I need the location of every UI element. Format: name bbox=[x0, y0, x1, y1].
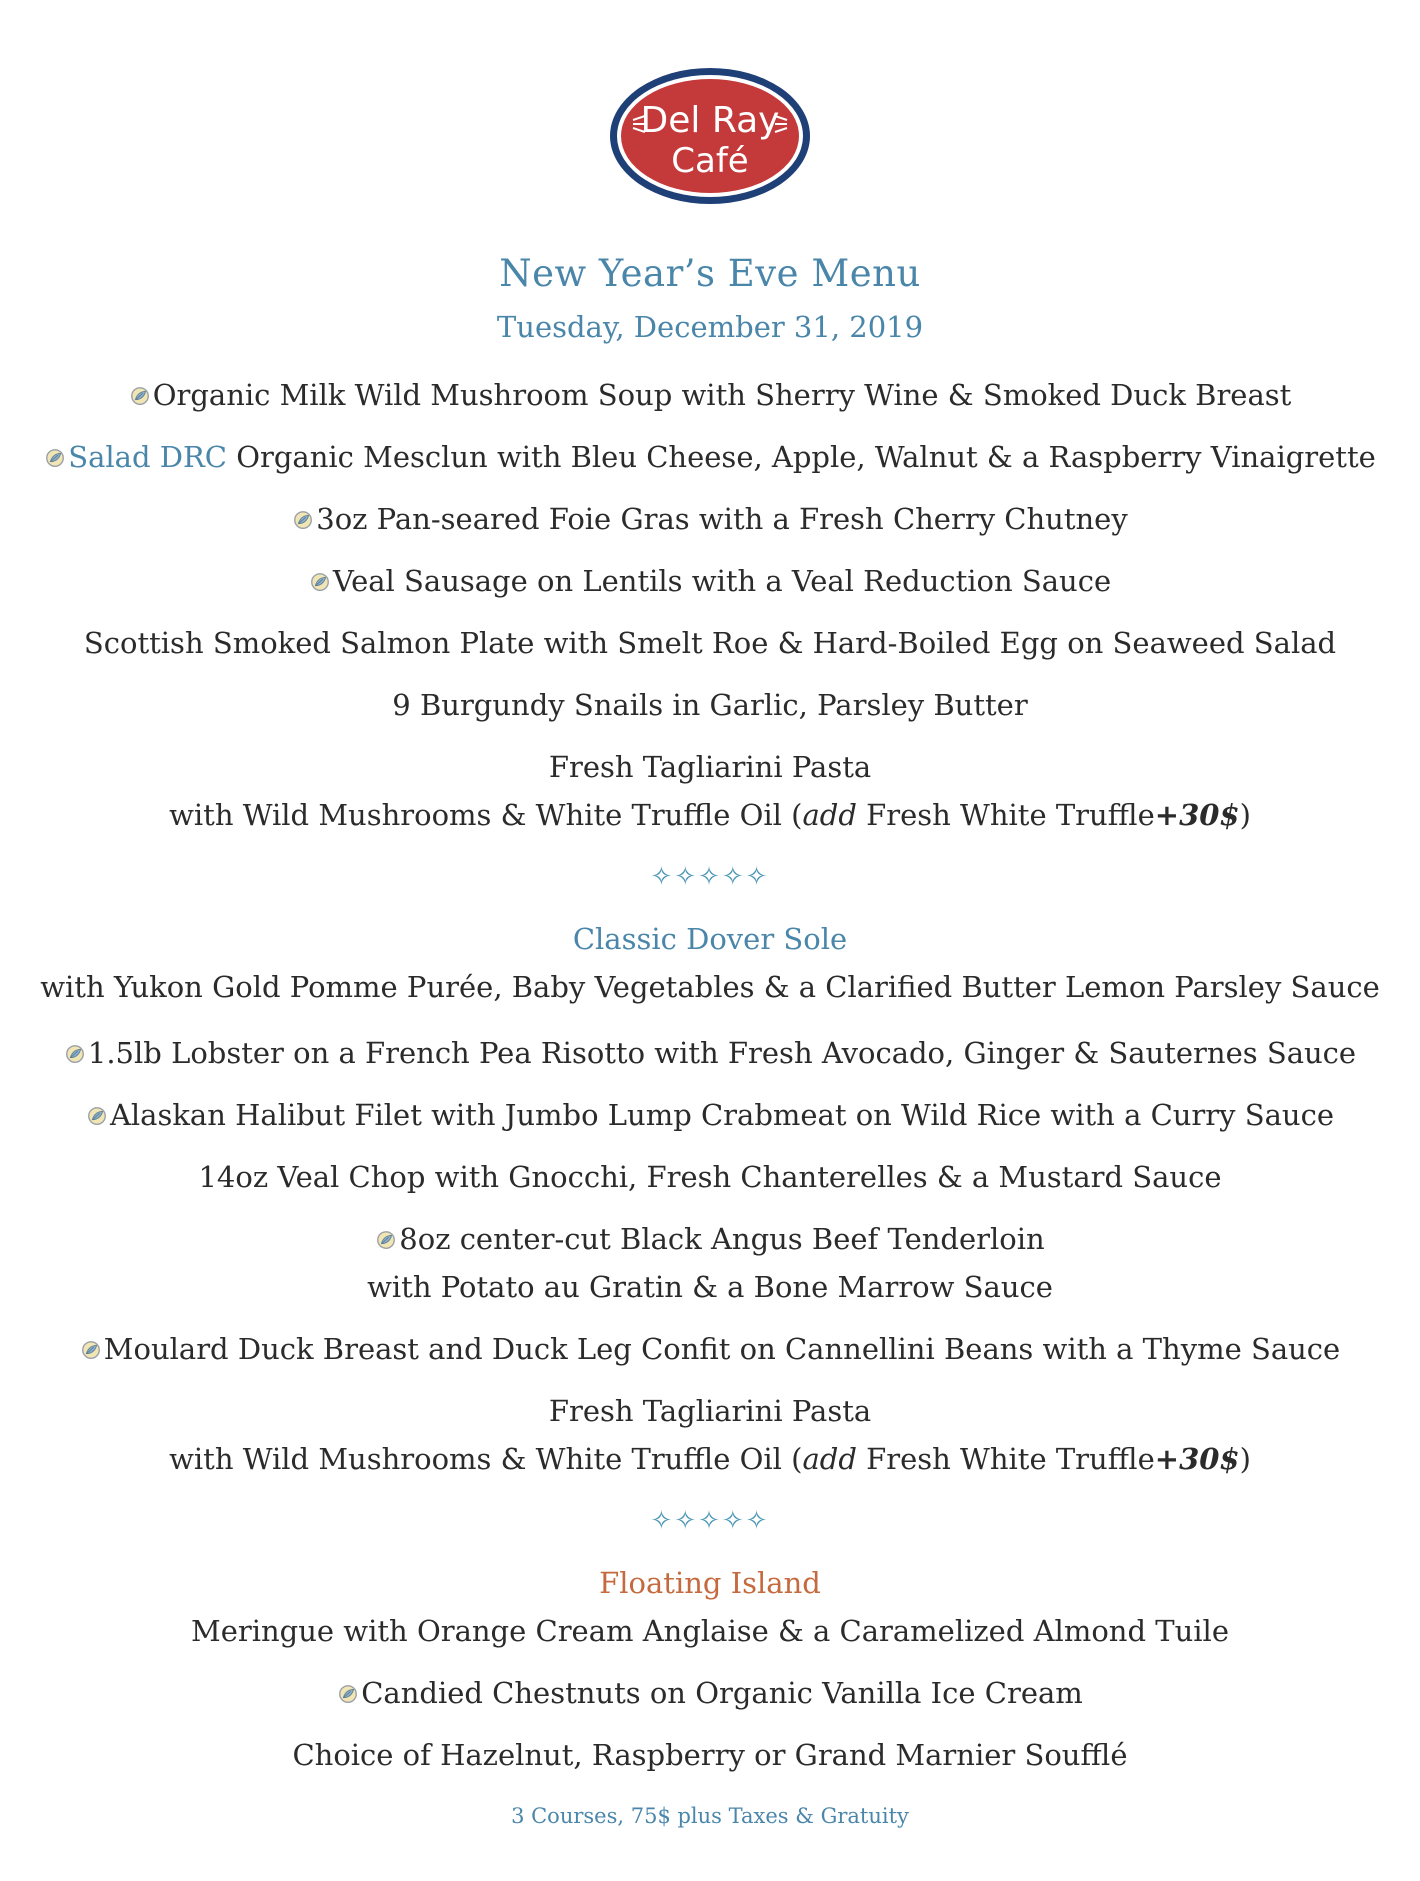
leaf-icon bbox=[375, 1229, 397, 1251]
price-footer: 3 Courses, 75$ plus Taxes & Gratuity bbox=[511, 1804, 909, 1828]
logo-line1: Del Ray bbox=[640, 100, 780, 141]
leaf-icon bbox=[309, 571, 331, 593]
truffle-price: +30$ bbox=[1154, 1442, 1240, 1476]
menu-item: Moulard Duck Breast and Duck Leg Confit on Cannellini Beans with a Thyme Sauce bbox=[40, 1332, 1380, 1366]
course-title: Classic Dover Sole bbox=[572, 922, 848, 956]
section-divider: ✧✧✧✧✧ bbox=[650, 1506, 770, 1536]
menu-date: Tuesday, December 31, 2019 bbox=[496, 310, 924, 344]
leaf-icon bbox=[80, 1339, 102, 1361]
del-ray-cafe-logo-icon bbox=[605, 62, 815, 210]
leaf-icon bbox=[44, 447, 66, 469]
leaf-icon bbox=[337, 1683, 359, 1705]
menu-item: 9 Burgundy Snails in Garlic, Parsley Butter bbox=[392, 688, 1028, 722]
leaf-icon bbox=[86, 1105, 108, 1127]
logo-line2: Café bbox=[671, 141, 749, 181]
menu-item: with Wild Mushrooms & White Truffle Oil (add Fresh White Truffle+30$) bbox=[169, 798, 1251, 832]
menu-item: with Yukon Gold Pomme Purée, Baby Vegetables & a Clarified Butter Lemon Parsley Sauce bbox=[40, 970, 1380, 1004]
page-title: New Year’s Eve Menu bbox=[499, 252, 921, 295]
section-divider: ✧✧✧✧✧ bbox=[650, 862, 770, 892]
menu-item: Candied Chestnuts on Organic Vanilla Ice Cream bbox=[40, 1676, 1380, 1710]
menu-item: Fresh Tagliarini Pasta bbox=[548, 1394, 872, 1428]
leaf-icon bbox=[129, 385, 151, 407]
menu-item: Salad DRC Organic Mesclun with Bleu Cheese, Apple, Walnut & a Raspberry Vinaigrette bbox=[40, 440, 1380, 474]
menu-item: Veal Sausage on Lentils with a Veal Reduction Sauce bbox=[40, 564, 1380, 598]
truffle-price: +30$ bbox=[1154, 798, 1240, 832]
menu-item: 1.5lb Lobster on a French Pea Risotto with Fresh Avocado, Ginger & Sauternes Sauce bbox=[40, 1036, 1380, 1070]
leaf-icon bbox=[292, 509, 314, 531]
course-title: Floating Island bbox=[599, 1566, 821, 1600]
logo bbox=[0, 62, 1420, 222]
salad-name: Salad DRC bbox=[68, 440, 227, 474]
menu-item: with Wild Mushrooms & White Truffle Oil (add Fresh White Truffle+30$) bbox=[169, 1442, 1251, 1476]
menu-item: 14oz Veal Chop with Gnocchi, Fresh Chanterelles & a Mustard Sauce bbox=[198, 1160, 1222, 1194]
leaf-icon bbox=[64, 1043, 86, 1065]
menu-item: Alaskan Halibut Filet with Jumbo Lump Crabmeat on Wild Rice with a Curry Sauce bbox=[40, 1098, 1380, 1132]
menu-item: with Potato au Gratin & a Bone Marrow Sauce bbox=[367, 1270, 1053, 1304]
menu-item: Fresh Tagliarini Pasta bbox=[548, 750, 872, 784]
menu-item: Scottish Smoked Salmon Plate with Smelt Roe & Hard-Boiled Egg on Seaweed Salad bbox=[83, 626, 1337, 660]
menu-item: Organic Milk Wild Mushroom Soup with Sherry Wine & Smoked Duck Breast bbox=[40, 378, 1380, 412]
menu-item: Meringue with Orange Cream Anglaise & a Caramelized Almond Tuile bbox=[191, 1614, 1229, 1648]
menu-item: 3oz Pan-seared Foie Gras with a Fresh Cherry Chutney bbox=[40, 502, 1380, 536]
menu-item: Choice of Hazelnut, Raspberry or Grand Marnier Soufflé bbox=[292, 1738, 1128, 1772]
menu-item: 8oz center-cut Black Angus Beef Tenderloin bbox=[40, 1222, 1380, 1256]
